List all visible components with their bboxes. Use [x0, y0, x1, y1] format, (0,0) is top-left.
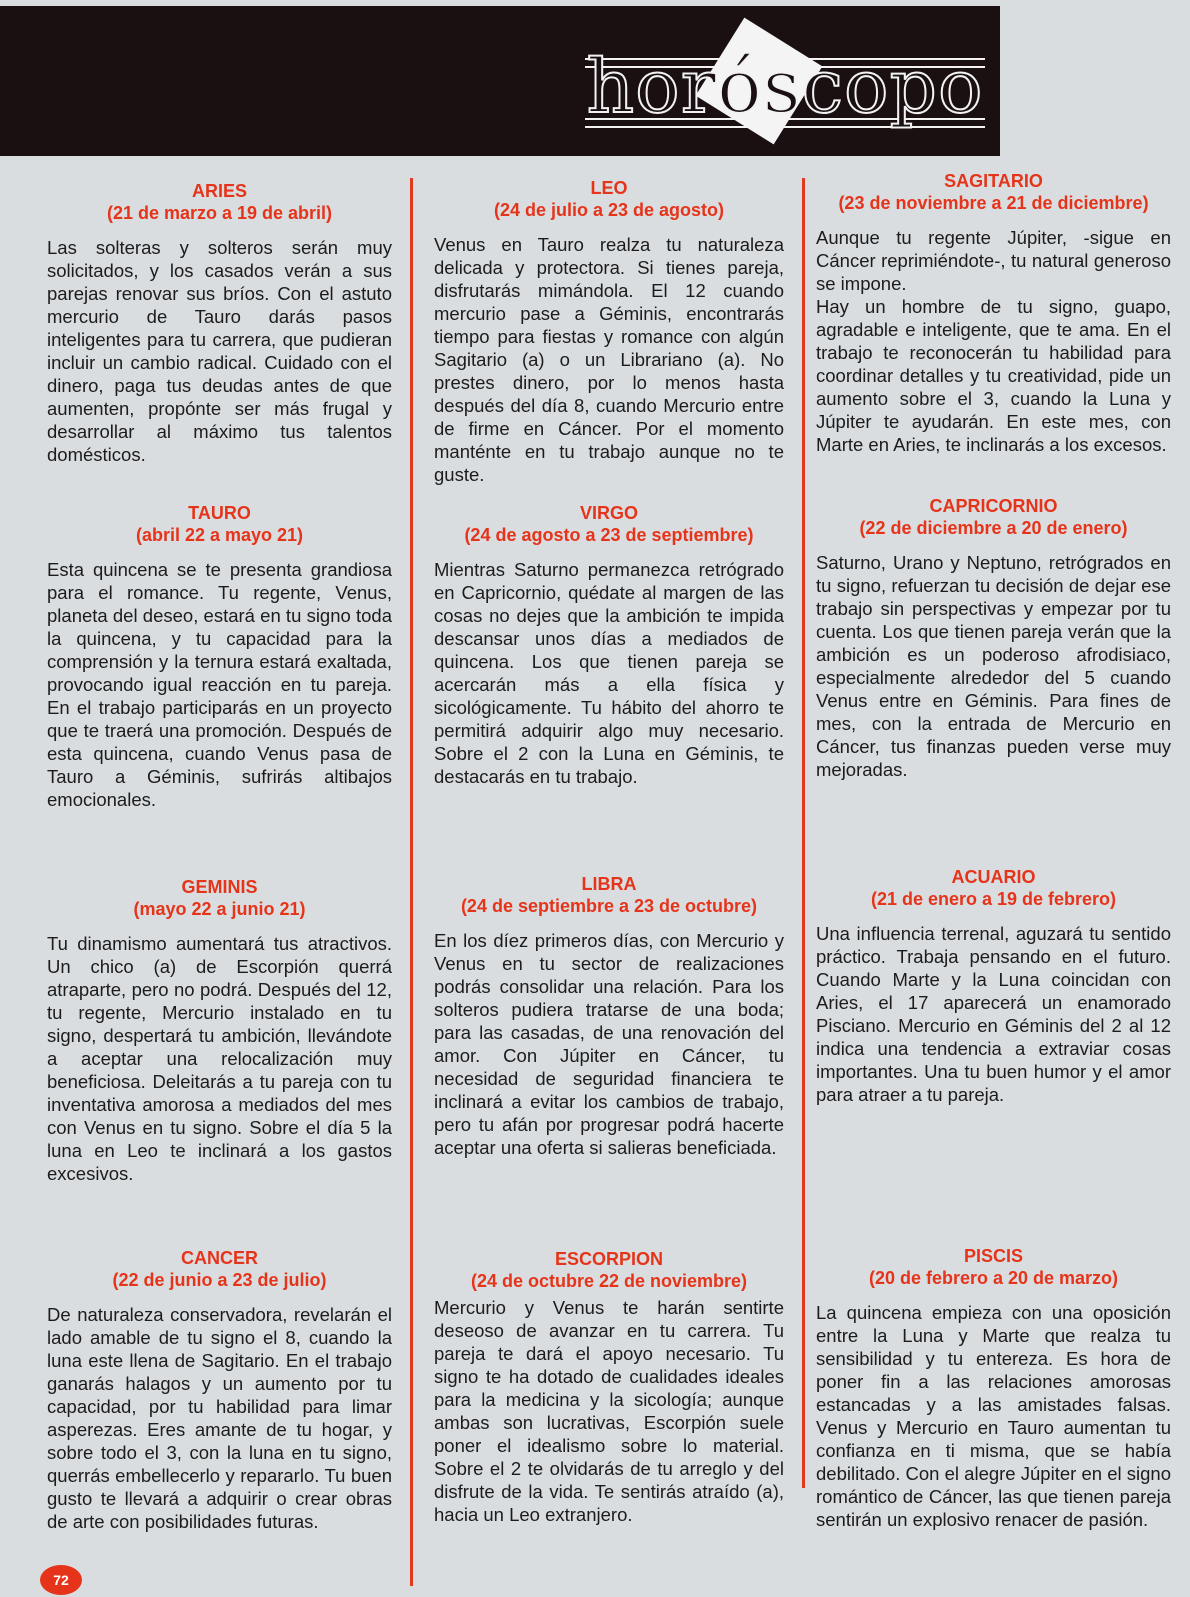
sign-entry-sagitario — [816, 170, 1171, 456]
sign-text: Esta quincena se te presenta grandiosa para el romance. Tu regente, Venus, planeta del deseo, estará en tu signo toda la quincena, y tu capacidad para la comprensión y la ternura estará exaltada, provocando igual reacción en tu pareja. En el trabajo participarás en un proyecto que te traerá una promoción. Después de esta quincena, cuando Venus pasa de Tauro a Géminis, sufrirás altibajos emocionales. — [47, 559, 392, 810]
sign-dates: (21 de marzo a 19 de abril) — [106, 203, 333, 223]
sign-dates: (23 de noviembre a 21 de diciembre) — [838, 193, 1149, 213]
sign-text: Mientras Saturno permanezca retrógrado en Capricornio, quédate al margen de las cosas no dejes que la ambición te impida descansar unos días a mediados de quincena. Los que tienen pareja se acercarán más a ella física y sicológicamente. Tu hábito del ahorro te permitirá adquirir algo muy necesario. Sobre el 2 con la Luna en Géminis, te destacarás en tu trabajo. — [434, 559, 784, 787]
sign-entry-escorpion — [434, 1248, 784, 1526]
sign-dates: (22 de junio a 23 de julio) — [112, 1270, 327, 1290]
sign-name: CAPRICORNIO — [929, 496, 1058, 516]
sign-name: ESCORPION — [554, 1249, 664, 1269]
header-band — [0, 6, 1000, 156]
sign-entry-geminis — [47, 876, 392, 1185]
sign-dates: (24 de julio a 23 de agosto) — [493, 200, 725, 220]
sign-entry-libra — [434, 873, 784, 1159]
sign-entry-aries — [47, 180, 392, 466]
horoscopo-logo — [585, 20, 985, 150]
sign-entry-capricornio — [816, 495, 1171, 781]
sign-entry-acuario — [816, 866, 1171, 1106]
sign-entry-cancer — [47, 1247, 392, 1533]
sign-name: SAGITARIO — [944, 171, 1043, 191]
sign-name: LIBRA — [581, 874, 637, 894]
sign-text: Saturno, Urano y Neptuno, retrógrados en tu signo, refuerzan tu decisión de dejar ese trabajo sin perspectivas y empezar por tu cuenta. Los que tienen pareja verán que la ambición es un poderoso afrodisiaco, especialmente alrededor del 5 cuando Venus entre en Géminis. Para fines de mes, con la entrada de Mercurio en Cáncer, tus finanzas pueden verse muy mejoradas. — [816, 552, 1171, 780]
column-rule-right — [802, 178, 805, 1488]
sign-name: CANCER — [180, 1248, 258, 1268]
sign-text: Venus en Tauro realza tu naturaleza delicada y protectora. Si tienes pareja, disfrutarás mimándola. El 12 cuando mercurio pase a Géminis, encontrarás tiempo para fiestas y romance con algún Sagitario (a) o un Librariano (a). No prestes dinero, por lo menos hasta después del día 8, cuando Mercurio entre de firme en Cáncer. Por el momento manténte en tu trabajo aunque no te guste. — [434, 234, 784, 485]
sign-text: Tu dinamismo aumentará tus atractivos. Un chico (a) de Escorpión querrá atraparte, pero no podrá. Después del 12, tu regente, Mercurio instalado en tu signo, despertará tu ambición, llevándote a aceptar una relocalización muy beneficiosa. Deleitarás a tu pareja con tu inventativa amorosa a mediados del mes con Venus en tu signo. Sobre el día 5 la luna en Leo te inclinará a los gastos excesivos. — [47, 933, 392, 1184]
logo-text: horóscopo — [586, 44, 984, 130]
sign-dates: (24 de octubre 22 de noviembre) — [470, 1271, 748, 1291]
sign-text: Aunque tu regente Júpiter, -sigue en Cáncer reprimiéndote-, tu natural generoso se impone. Hay un hombre de tu signo, guapo, agradable e inteligente, que te ama. En el trabajo te reconocerán tu habilidad para coordinar detalles y tu creatividad, pide un aumento sobre el 3, cuando la Luna y Júpiter te ayudarán. En este mes, con Marte en Aries, te inclinarás a los excesos. — [816, 227, 1171, 455]
sign-text: Las solteras y solteros serán muy solicitados, y los casados verán a sus parejas renovar sus bríos. Con el astuto mercurio de Tauro darás pasos inteligentes para tu carrera, que pudieran incluir un cambio radical. Cuidado con el dinero, paga tus deudas antes de que aumenten, propónte ser más frugal y desarrollar al máximo tus talentos domésticos. — [47, 237, 392, 465]
sign-dates: (21 de enero a 19 de febrero) — [870, 889, 1117, 909]
sign-dates: (22 de diciembre a 20 de enero) — [859, 518, 1128, 538]
sign-text: Mercurio y Venus te harán sentirte deseoso de avanzar en tu carrera. Tu pareja te dará el apoyo necesario. Tu signo te ha dotado de cualidades ideales para la medicina y la sicología; aunque ambas son lucrativas, Escorpión suele poner el idealismo sobre lo material. Sobre el 2 te olvidarás de tu arreglo y del disfrute de la vida. Te sentirás atraído (a), hacia un Leo extranjero. — [434, 1297, 784, 1525]
sign-name: LEO — [590, 178, 628, 198]
sign-name: VIRGO — [579, 503, 638, 523]
sign-dates: (abril 22 a mayo 21) — [135, 525, 304, 545]
sign-text: De naturaleza conservadora, revelarán el lado amable de tu signo el 8, cuando la luna este llena de Sagitario. En el trabajo ganarás halagos y un aumento por tu capacidad, por tu habilidad para limar asperezas. Eres amante de tu hogar, y sobre todo el 3, con la luna en tu signo, querrás embellecerlo y repararlo. Tu buen gusto te llevará a adquirir o crear obras de arte con posibilidades futuras. — [47, 1304, 392, 1532]
sign-dates: (24 de septiembre a 23 de octubre) — [460, 896, 758, 916]
page-number-badge: 72 — [40, 1565, 82, 1595]
sign-entry-virgo — [434, 502, 784, 788]
sign-text: En los díez primeros días, con Mercurio y Venus en tu sector de realizaciones podrás consolidar una relación. Para los solteros pudiera tratarse de una boda; para las casadas, de una renovación del amor. Con Júpiter en Cáncer, tu necesidad de seguridad financiera te inclinará a evitar los cambios de trabajo, pero tu afán por progresar podrá hacerte aceptar una oferta si salieras beneficiada. — [434, 930, 784, 1158]
sign-dates: (24 de agosto a 23 de septiembre) — [464, 525, 754, 545]
sign-dates: (20 de febrero a 20 de marzo) — [868, 1268, 1119, 1288]
sign-dates: (mayo 22 a junio 21) — [133, 899, 306, 919]
sign-text: La quincena empieza con una oposición entre la Luna y Marte que realza tu sensibilidad y tu entereza. Es hora de poner fin a las relaciones amorosas estancadas y a las amistades falsas. Venus y Mercurio en Tauro aumentan tu confianza en ti misma, que se había debilitado. Con el alegre Júpiter en el signo romántico de Cáncer, las que tienen pareja sentirán un explosivo renacer de pasión. — [816, 1302, 1171, 1530]
sign-entry-leo — [434, 177, 784, 486]
sign-entry-tauro — [47, 502, 392, 811]
sign-text: Una influencia terrenal, aguzará tu sentido práctico. Trabaja pensando en el futuro. Cuando Marte y la Luna coincidan con Aries, el 17 aparecerá un enamorado Pisciano. Mercurio en Géminis del 2 al 12 indica una tendencia a extraviar cosas importantes. Una tu buen humor y el amor para atraer a tu pareja. — [816, 923, 1171, 1105]
sign-entry-piscis — [816, 1245, 1171, 1531]
sign-name: GEMINIS — [181, 877, 258, 897]
sign-name: TAURO — [188, 503, 251, 523]
sign-name: ARIES — [191, 181, 247, 201]
sign-name: PISCIS — [963, 1246, 1024, 1266]
column-rule-left — [410, 178, 413, 1586]
sign-name: ACUARIO — [951, 867, 1036, 887]
